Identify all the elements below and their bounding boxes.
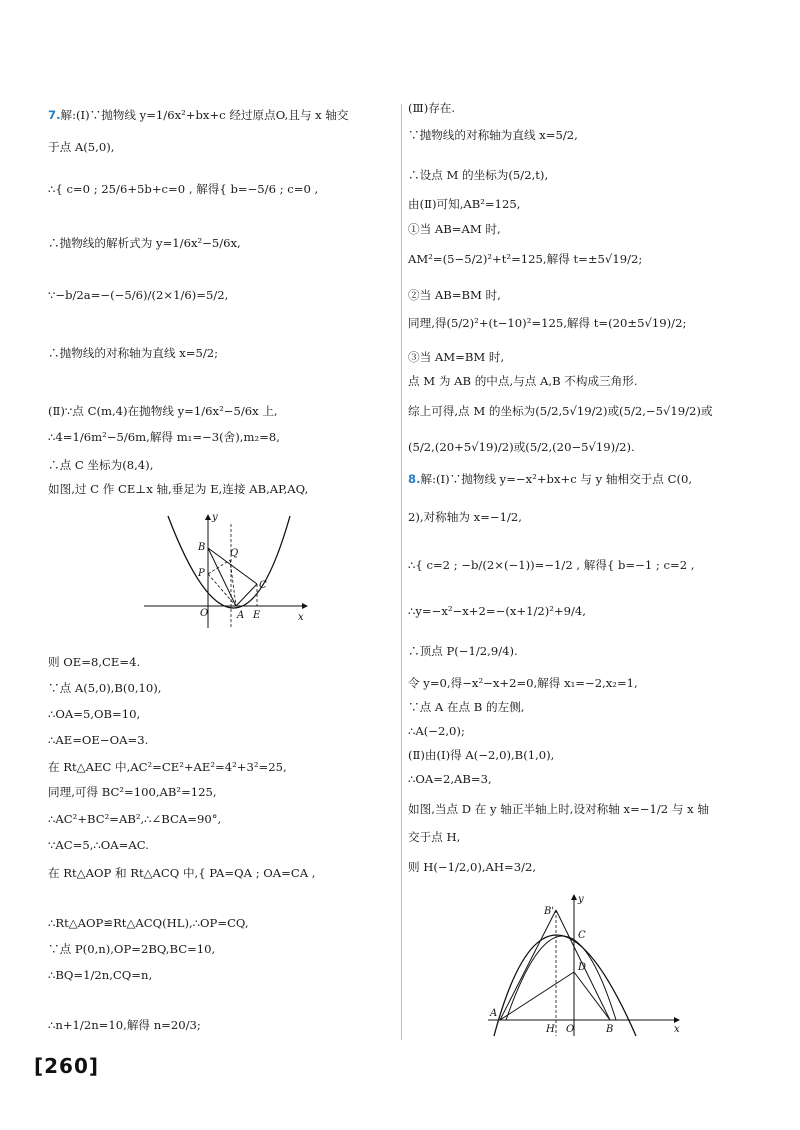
line-text: 点 M 为 AB 的中点,与点 A,B 不构成三角形. <box>408 374 638 388</box>
fig8-label-H: H <box>546 1024 555 1035</box>
line-text: 则 H(−1/2,0),AH=3/2, <box>408 860 537 874</box>
line-text: ∴顶点 P(−1/2,9/4). <box>408 644 518 658</box>
line-text: ①当 AB=AM 时, <box>408 222 501 236</box>
text-line <box>408 700 524 714</box>
line-text: 在 Rt△AOP 和 Rt△ACQ 中,{ PA=QA ; OA=CA , <box>48 866 316 880</box>
page-number: [260] <box>34 1054 100 1078</box>
text-line <box>48 681 161 695</box>
fig8-label-C: C <box>578 930 586 941</box>
text-line <box>48 733 148 747</box>
text-line <box>48 655 140 669</box>
line-text: ∴抛物线的对称轴为直线 x=5/2; <box>48 346 219 360</box>
fig7-label-y: y <box>212 512 218 523</box>
question-number: 7. <box>48 108 61 122</box>
line-text: ∴A(−2,0); <box>408 724 465 738</box>
text-line <box>48 838 149 852</box>
text-line <box>408 168 548 182</box>
line-text: ∴{ c=2 ; −b/(2×(−1))=−1/2 , 解得{ b=−1 ; c=2 , <box>408 558 695 572</box>
line-text: 综上可得,点 M 的坐标为(5/2,5√19/2)或(5/2,−5√19/2)或 <box>408 404 713 418</box>
line-text: 则 OE=8,CE=4. <box>48 655 141 669</box>
text-line <box>408 197 520 211</box>
figure-problem-8 <box>486 888 686 1038</box>
question-number: 8. <box>408 472 421 486</box>
line-text: ∵点 A 在点 B 的左侧, <box>408 700 525 714</box>
text-line <box>408 724 465 738</box>
line-text: 同理,得(5/2)²+(t−10)²=125,解得 t=(20±5√19)/2; <box>408 316 687 330</box>
column-divider <box>401 104 402 1040</box>
text-line <box>48 707 140 721</box>
text-line <box>48 866 316 880</box>
line-text: ∴设点 M 的坐标为(5/2,t), <box>408 168 549 182</box>
text-line <box>408 222 501 236</box>
fig7-label-O: O <box>200 608 209 619</box>
text-line <box>408 860 536 874</box>
fig8-label-B-prime: B' <box>544 906 555 917</box>
fig7-label-B: B <box>198 542 206 553</box>
text-line <box>408 676 638 690</box>
line-text: ②当 AB=BM 时, <box>408 288 501 302</box>
line-text: (Ⅱ)由(Ⅰ)得 A(−2,0),B(1,0), <box>408 748 555 762</box>
line-text: ∴n+1/2n=10,解得 n=20/3; <box>48 1018 201 1032</box>
text-line <box>48 968 152 982</box>
line-text: ∵点 P(0,n),OP=2BQ,BC=10, <box>48 942 216 956</box>
text-line <box>48 430 280 444</box>
text-line <box>408 510 522 524</box>
fig7-label-Q: Q <box>230 548 239 559</box>
text-line <box>48 482 308 496</box>
text-line <box>408 472 692 486</box>
line-text: ∴AC²+BC²=AB²,∴∠BCA=90°, <box>48 812 222 826</box>
line-text: ∵点 A(5,0),B(0,10), <box>48 681 162 695</box>
text-line <box>48 942 215 956</box>
line-text: ∴AE=OE−OA=3. <box>48 733 149 747</box>
fig7-label-P: P <box>198 568 205 579</box>
line-text: 交于点 H, <box>408 830 461 844</box>
text-line <box>48 1018 201 1032</box>
line-text: ∴4=1/6m²−5/6m,解得 m₁=−3(舍),m₂=8, <box>48 430 280 444</box>
line-text: ∴抛物线的解析式为 y=1/6x²−5/6x, <box>48 236 241 250</box>
fig7-label-A: A <box>237 610 245 621</box>
fig8-label-B: B <box>606 1024 614 1035</box>
text-line <box>48 812 221 826</box>
text-line <box>48 404 278 418</box>
line-text: ∵抛物线的对称轴为直线 x=5/2, <box>408 128 578 142</box>
text-line <box>408 604 586 618</box>
text-line <box>408 128 578 142</box>
text-line <box>408 288 501 302</box>
text-line <box>408 772 492 786</box>
text-line <box>48 760 287 774</box>
line-text: ∴OA=5,OB=10, <box>48 707 141 721</box>
line-text: 在 Rt△AEC 中,AC²=CE²+AE²=4²+3²=25, <box>48 760 287 774</box>
line-text: ∴OA=2,AB=3, <box>408 772 492 786</box>
text-line <box>48 346 218 360</box>
text-line <box>408 374 638 388</box>
line-text: (Ⅲ)存在. <box>408 101 456 115</box>
line-text: 于点 A(5,0), <box>48 140 115 154</box>
line-text: ∴{ c=0 ; 25/6+5b+c=0 , 解得{ b=−5/6 ; c=0 , <box>48 182 319 196</box>
line-text: 如图,当点 D 在 y 轴正半轴上时,设对称轴 x=−1/2 与 x 轴 <box>408 802 709 816</box>
text-line <box>408 252 642 266</box>
text-line <box>408 350 504 364</box>
text-line <box>48 108 349 122</box>
line-text: (Ⅱ)∵点 C(m,4)在抛物线 y=1/6x²−5/6x 上, <box>48 404 278 418</box>
fig8-label-D: D <box>578 962 587 973</box>
line-text: ③当 AM=BM 时, <box>408 350 505 364</box>
text-line <box>408 830 460 844</box>
line-text: (5/2,(20+5√19)/2)或(5/2,(20−5√19)/2). <box>408 440 635 454</box>
fig8-label-y: y <box>578 894 584 905</box>
text-line <box>408 316 686 330</box>
line-text: 如图,过 C 作 CE⊥x 轴,垂足为 E,连接 AB,AP,AQ, <box>48 482 309 496</box>
text-line <box>408 404 713 418</box>
text-line <box>48 458 153 472</box>
line-text: ∴y=−x²−x+2=−(x+1/2)²+9/4, <box>408 604 586 618</box>
line-text: 解:(Ⅰ)∵抛物线 y=−x²+bx+c 与 y 轴相交于点 C(0, <box>420 472 693 486</box>
text-line <box>408 644 518 658</box>
line-text: ∴Rt△AOP≌Rt△ACQ(HL),∴OP=CQ, <box>48 916 249 930</box>
line-text: ∵AC=5,∴OA=AC. <box>48 838 149 852</box>
line-text: ∵−b/2a=−(−5/6)/(2×1/6)=5/2, <box>48 288 229 302</box>
fig8-label-A: A <box>490 1008 498 1019</box>
text-line <box>48 288 228 302</box>
line-text: 由(Ⅱ)可知,AB²=125, <box>408 197 521 211</box>
line-text: 同理,可得 BC²=100,AB²=125, <box>48 785 217 799</box>
line-text: 2),对称轴为 x=−1/2, <box>408 510 522 524</box>
text-line <box>48 236 241 250</box>
text-line <box>48 916 249 930</box>
text-line <box>408 101 455 115</box>
fig7-label-E: E <box>253 610 261 621</box>
fig8-label-x: x <box>674 1024 680 1035</box>
text-line <box>408 558 694 572</box>
text-line <box>48 182 318 196</box>
text-line <box>408 440 635 454</box>
line-text: AM²=(5−5/2)²+t²=125,解得 t=±5√19/2; <box>408 252 643 266</box>
text-line <box>408 802 709 816</box>
text-line <box>48 140 114 154</box>
fig7-label-C: C <box>259 580 267 591</box>
line-text: 解:(Ⅰ)∵抛物线 y=1/6x²+bx+c 经过原点O,且与 x 轴交 <box>60 108 349 122</box>
line-text: ∴点 C 坐标为(8,4), <box>48 458 154 472</box>
line-text: ∴BQ=1/2n,CQ=n, <box>48 968 153 982</box>
text-line <box>408 748 554 762</box>
fig7-label-x: x <box>298 612 304 623</box>
text-line <box>48 785 217 799</box>
figure-problem-7 <box>140 510 310 630</box>
line-text: 令 y=0,得−x²−x+2=0,解得 x₁=−2,x₂=1, <box>408 676 638 690</box>
fig8-label-O: O <box>566 1024 575 1035</box>
